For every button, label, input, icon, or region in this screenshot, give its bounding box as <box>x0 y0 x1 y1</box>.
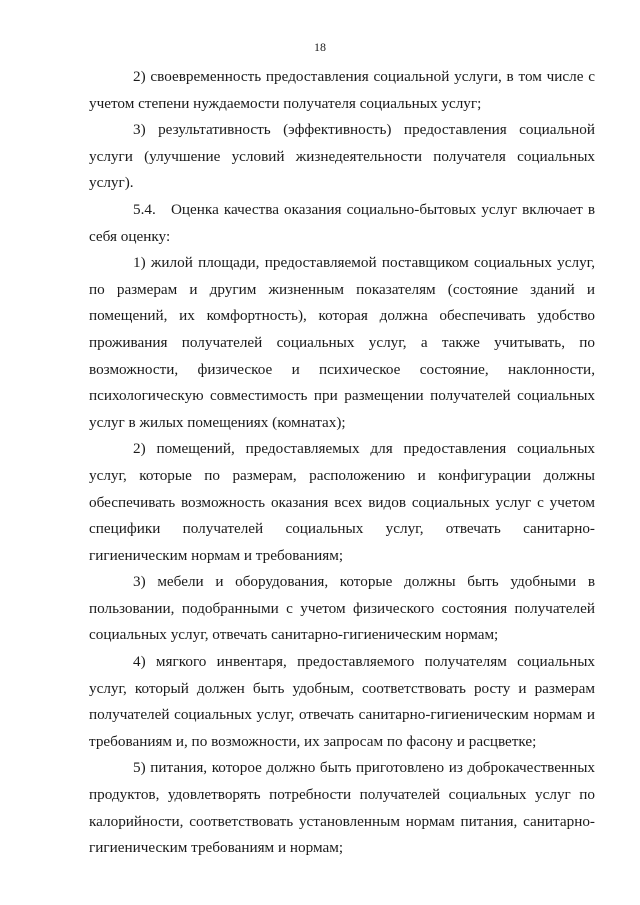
paragraph-item-2-premises: 2) помещений, предоставляемых для предоставления социальных услуг, которые по размерам, расположению и конфигурации должны обеспечивать возможность оказания всех видов социальных услуг с учетом специфики получателей социальных услуг, отвечать санитарно-гигиеническим нормам и требованиям; <box>89 440 595 564</box>
paragraph-item-3-furniture: 3) мебели и оборудования, которые должны быть удобными в пользовании, подобранными с учетом физического состояния получателей социальных услуг, отвечать санитарно-гигиеническим нормам; <box>89 573 595 644</box>
paragraph-section-5-4: 5.4. Оценка качества оказания социально-бытовых услуг включает в себя оценку: <box>89 200 595 245</box>
page-number: 18 <box>314 40 326 54</box>
paragraph-item-5-nutrition: 5) питания, которое должно быть приготовлено из доброкачественных продуктов, удовлетворять потребности получателей социальных услуг по калорийности, соответствовать установленным нормам питания, санитарно-гигиеническим требованиям и нормам; <box>89 759 595 857</box>
paragraph-item-1-living-space: 1) жилой площади, предоставляемой поставщиком социальных услуг, по размерам и другим жизненным показателям (состояние зданий и помещений, их комфортность), которая должна обеспечивать удобство проживания получателей социальных услуг, а также учитывать, по возможности, физическое и психическое состояние, наклонности, психологическую совместимость при размещении получателей социальных услуг в жилых помещениях (комнатах); <box>89 254 595 431</box>
paragraph-item-3-effectiveness: 3) результативность (эффективность) предоставления социальной услуги (улучшение условий жизнедеятельности получателя социальных услуг). <box>89 121 595 192</box>
paragraph-item-2-timeliness: 2) своевременность предоставления социальной услуги, в том числе с учетом степени нуждаемости получателя социальных услуг; <box>89 68 595 112</box>
paragraph-item-4-soft-inventory: 4) мягкого инвентаря, предоставляемого получателям социальных услуг, который должен быть удобным, соответствовать росту и размерам получателей социальных услуг, отвечать санитарно-гигиеническим нормам и требованиям и, по возможности, их запросам по фасону и расцветке; <box>89 653 595 750</box>
document-body <box>89 64 595 862</box>
